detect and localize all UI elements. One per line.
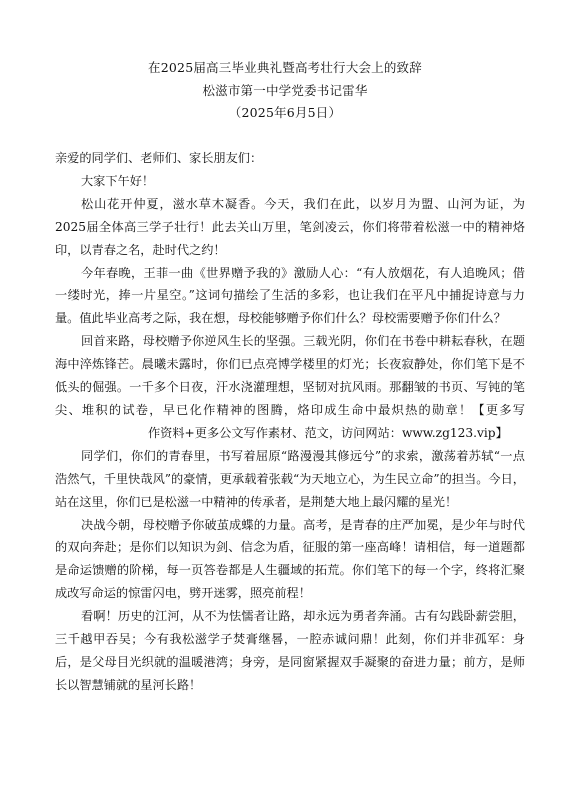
salutation: 亲爱的同学们、老师们、家长朋友们： <box>55 151 263 165</box>
speech-date: （2025年6月5日） <box>228 105 342 120</box>
paragraph-4: 同学们，你们的青春里，书写着屈原“路漫漫其修远兮”的求索，激荡着苏轼“一点浩然气，千里快哉风”的豪情，更承载着张载“为天地立心，为生民立命”的担当。今日，站在这里，你们已是松滋一中精神的传承者，是荆楚大地上最闪耀的星光！ <box>55 448 525 509</box>
paragraph-6: 看啊！历史的江河，从不为怯懦者让路，却永远为勇者奔涌。古有勾践卧薪尝胆，三千越甲吞吴；今有我松滋学子焚膏继晷，一腔赤诚问鼎！此刻，你们并非孤军：身后，是父母目光织就的温暖港湾；身旁，是同窗紧握双手凝聚的奋进力量；前方，是师长以智慧铺就的星河长路！ <box>55 609 525 692</box>
paragraph-5: 决战今朝，母校赠予你破茧成蝶的力量。高考，是青春的庄严加冕，是少年与时代的双向奔赴；是你们以知识为剑、信念为盾，征服的第一座高峰！请相信，每一道题都是命运馈赠的阶梯，每一页答卷都是人生疆域的拓荒。你们笔下的每一个字，终将汇聚成改写命运的惊雷闪电，劈开迷雾，照亮前程！ <box>55 517 525 601</box>
paragraph-3-ad: 作资料+更多公文写作素材、范文，访问网站：www.zg123.vip】 <box>147 425 508 440</box>
speech-author: 松滋市第一中学党委书记雷华 <box>202 83 368 98</box>
paragraph-1: 松山花开仲夏，滋水草木凝香。今天，我们在此，以岁月为盟、山河为证，为2025届全体高三学子壮行！此去关山万里，笔剑凌云，你们将带着松滋一中的精神烙印，以青春之名，赴时代之约！ <box>55 196 525 257</box>
paragraph-3-main: 回首来路，母校赠予你逆风生长的坚强。三载光阴，你们在书卷中耕耘春秋，在题海中淬炼锋芒。晨曦未露时，你们已点亮博学楼里的灯光；长夜寂静处，你们笔下是不低头的倔强。一千多个日夜，汗水浇灌理想，坚韧对抗风雨。那翻皱的书页、写钝的笔尖、堆积的试卷，早已化作精神的图腾，烙印成生命中最炽热的勋章！【更多写 <box>55 334 525 417</box>
blank-gap <box>55 426 148 440</box>
speech-body <box>55 147 525 697</box>
speech-title: 在2025届高三毕业典礼暨高考壮行大会上的致辞 <box>148 60 422 75</box>
paragraph-2: 今年春晚，王菲一曲《世界赠予我的》激励人心：“有人放烟花，有人追晚风；借一缕时光，捧一片星空。”这词句描绘了生活的多彩，也让我们在平凡中捕捉诗意与力量。值此毕业高考之际，我在想，母校能够赠予你们什么？母校需要赠予你们什么？ <box>55 265 525 326</box>
paragraph-3 <box>55 330 525 445</box>
greeting: 大家下午好！ <box>81 173 155 188</box>
